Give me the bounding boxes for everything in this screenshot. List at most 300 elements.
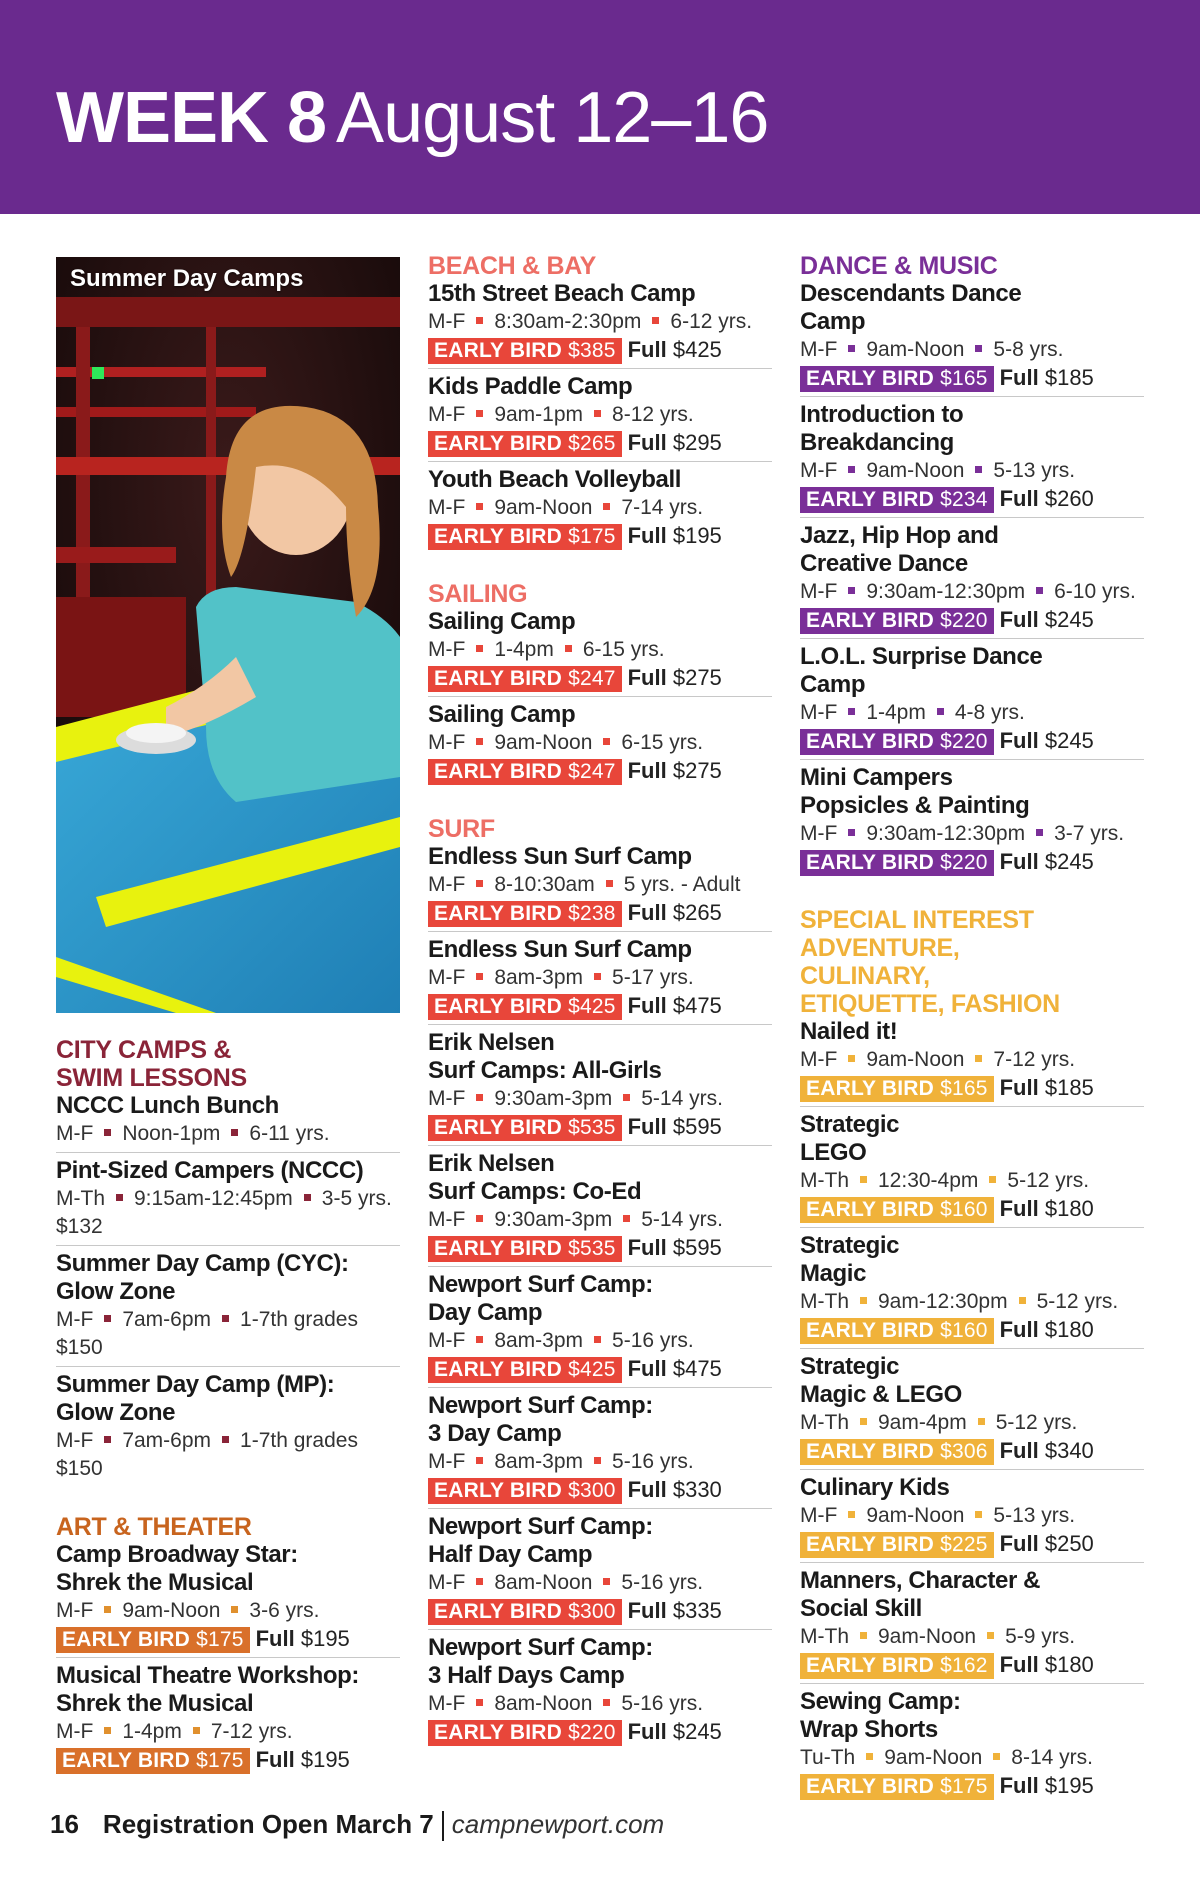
price-row: [428, 1234, 772, 1262]
camp-days: M-F: [428, 310, 466, 333]
price-row: [428, 1597, 772, 1625]
price-row: [428, 1355, 772, 1383]
full-price: $260: [1044, 486, 1094, 511]
separator-bullet: [231, 1606, 238, 1613]
early-bird-label: EARLY BIRD: [62, 1628, 191, 1651]
camp-days: M-F: [56, 1122, 94, 1145]
camp-item[interactable]: [800, 1688, 1144, 1804]
camp-item[interactable]: [428, 1634, 772, 1750]
price-row: [800, 1651, 1144, 1679]
camp-ages: 5 yrs. - Adult: [623, 873, 741, 896]
full-price: $335: [672, 1598, 722, 1623]
separator-bullet: [975, 1055, 982, 1062]
camp-days: M-F: [56, 1720, 94, 1743]
full-price-label: Full: [627, 993, 667, 1018]
early-bird-badge: [428, 901, 622, 927]
early-bird-price: $225: [940, 1533, 988, 1556]
camp-schedule: [800, 820, 1144, 848]
camp-item[interactable]: [56, 1250, 400, 1367]
full-price: $195: [1044, 1773, 1094, 1798]
camp-ages: 5-16 yrs.: [612, 1329, 694, 1352]
early-bird-badge: [800, 608, 994, 634]
camp-price: $132: [56, 1215, 103, 1238]
full-price-label: Full: [999, 1438, 1039, 1463]
early-bird-label: EARLY BIRD: [434, 1721, 563, 1744]
week-dates: August 12–16: [336, 78, 769, 158]
camp-name: Newport Surf Camp: 3 Half Days Camp: [428, 1634, 653, 1689]
camp-schedule: [428, 729, 772, 757]
camp-name: L.O.L. Surprise Dance Camp: [800, 643, 1043, 698]
full-price: $595: [672, 1114, 722, 1139]
camp-name: Strategic Magic & LEGO: [800, 1353, 962, 1408]
camp-item[interactable]: [800, 280, 1144, 397]
camp-list: [428, 280, 772, 554]
price-row: [428, 336, 772, 364]
camp-time: 8am-3pm: [494, 1450, 584, 1473]
camp-days: M-F: [428, 966, 466, 989]
camp-ages: 8-12 yrs.: [612, 403, 694, 426]
camp-time: 9am-Noon: [494, 731, 593, 754]
camp-name: Introduction to Breakdancing: [800, 401, 964, 456]
camp-name: Manners, Character & Social Skill: [800, 1567, 1041, 1622]
website-link[interactable]: campnewport.com: [451, 1809, 665, 1839]
camp-schedule: [800, 699, 1144, 727]
early-bird-badge: [428, 1720, 622, 1746]
early-bird-label: EARLY BIRD: [62, 1749, 191, 1772]
camp-days: M-F: [428, 638, 466, 661]
separator-bullet: [987, 1632, 994, 1639]
price-row: [800, 1074, 1144, 1102]
full-price: $250: [1044, 1531, 1094, 1556]
camp-item[interactable]: [428, 280, 772, 369]
camp-days: M-Th: [800, 1290, 849, 1313]
camp-name: Camp Broadway Star: Shrek the Musical: [56, 1541, 298, 1596]
full-price: $245: [672, 1719, 722, 1744]
camp-item[interactable]: [428, 701, 772, 789]
camp-ages: 1-7th grades: [240, 1429, 358, 1452]
camp-time: 9:15am-12:45pm: [134, 1187, 293, 1210]
early-bird-label: EARLY BIRD: [806, 367, 935, 390]
camp-ages: 5-12 yrs.: [1007, 1169, 1090, 1192]
camp-days: M-F: [428, 496, 466, 519]
camp-ages: 3-6 yrs.: [249, 1599, 320, 1622]
early-bird-badge: [800, 1439, 994, 1465]
camp-name: Culinary Kids: [800, 1474, 950, 1501]
camp-schedule: [800, 1046, 1144, 1074]
early-bird-price: $165: [940, 367, 988, 390]
separator-bullet: [848, 829, 855, 836]
separator-bullet: [594, 1457, 601, 1464]
camp-ages: 6-12 yrs.: [670, 310, 753, 333]
camp-ages: 3-7 yrs.: [1054, 822, 1125, 845]
separator-bullet: [848, 1511, 855, 1518]
camp-schedule: [428, 1206, 772, 1234]
early-bird-price: $175: [196, 1749, 244, 1772]
separator-bullet: [104, 1727, 111, 1734]
price-row: [800, 1530, 1144, 1558]
early-bird-badge: [800, 1197, 994, 1223]
camp-time: 9:30am-3pm: [494, 1087, 613, 1110]
camp-ages: 5-16 yrs.: [621, 1692, 704, 1715]
full-price: $425: [672, 337, 722, 362]
section-title: CITY CAMPS & SWIM LESSONS: [56, 1036, 247, 1092]
camp-item[interactable]: [428, 936, 772, 1025]
camp-ages: 5-13 yrs.: [993, 1504, 1076, 1527]
camp-item[interactable]: [800, 1111, 1144, 1228]
section-dance-music: [800, 252, 1144, 880]
price-row: [56, 1625, 400, 1653]
separator-bullet: [594, 973, 601, 980]
camp-ages: 5-12 yrs.: [995, 1411, 1078, 1434]
camp-item[interactable]: [800, 1018, 1144, 1107]
camp-item[interactable]: [428, 1150, 772, 1267]
camp-name: Youth Beach Volleyball: [428, 466, 682, 493]
camp-item[interactable]: [800, 643, 1144, 760]
camp-item[interactable]: [56, 1371, 400, 1487]
camp-item[interactable]: [428, 1271, 772, 1388]
camp-schedule: [800, 1288, 1144, 1316]
camp-days: M-F: [428, 1329, 466, 1352]
camp-item[interactable]: [56, 1541, 400, 1658]
camp-days: M-F: [428, 1692, 466, 1715]
full-price: $595: [672, 1235, 722, 1260]
early-bird-price: $220: [940, 609, 988, 632]
separator-bullet: [848, 708, 855, 715]
camp-ages: 6-15 yrs.: [582, 638, 665, 661]
full-price-label: Full: [999, 486, 1039, 511]
camp-item[interactable]: [428, 1029, 772, 1146]
camp-ages: 5-12 yrs.: [1036, 1290, 1119, 1313]
camp-days: M-F: [800, 1504, 838, 1527]
full-price: $195: [300, 1747, 350, 1772]
camp-item[interactable]: [800, 522, 1144, 639]
camp-days: M-F: [56, 1429, 94, 1452]
camp-photo: [56, 257, 400, 1013]
full-price: $185: [1044, 1075, 1094, 1100]
camp-item[interactable]: [428, 608, 772, 697]
camp-item[interactable]: [56, 1157, 400, 1246]
section-title: SURF: [428, 815, 495, 843]
separator-bullet: [476, 1699, 483, 1706]
separator-bullet: [304, 1194, 311, 1201]
camp-schedule: [428, 1569, 772, 1597]
price-row: [800, 1437, 1144, 1465]
camp-schedule: [800, 1623, 1144, 1651]
full-price-label: Full: [627, 1235, 667, 1260]
early-bird-badge: [428, 524, 622, 550]
early-bird-label: EARLY BIRD: [806, 1654, 935, 1677]
early-bird-label: EARLY BIRD: [434, 1116, 563, 1139]
camp-time: 9:30am-3pm: [494, 1208, 613, 1231]
price-row: [428, 522, 772, 550]
early-bird-label: EARLY BIRD: [434, 1237, 563, 1260]
separator-bullet: [652, 317, 659, 324]
early-bird-label: EARLY BIRD: [806, 609, 935, 632]
early-bird-badge: [428, 1236, 622, 1262]
early-bird-badge: [800, 1774, 994, 1800]
early-bird-label: EARLY BIRD: [806, 1533, 935, 1556]
early-bird-price: $162: [940, 1654, 988, 1677]
price-row: [800, 364, 1144, 392]
separator-bullet: [848, 1055, 855, 1062]
camp-ages: 6-10 yrs.: [1054, 580, 1136, 603]
price-row: [428, 664, 772, 692]
full-price-label: Full: [999, 1196, 1039, 1221]
early-bird-badge: [800, 1653, 994, 1679]
full-price: $180: [1044, 1196, 1094, 1221]
column-left: [56, 1036, 400, 1804]
camp-time: 9am-12:30pm: [878, 1290, 1008, 1313]
camp-item[interactable]: [428, 1392, 772, 1509]
separator-bullet: [606, 880, 613, 887]
price-row: [800, 1316, 1144, 1344]
early-bird-price: $220: [940, 730, 988, 753]
camp-schedule: [56, 1597, 400, 1625]
full-price: $245: [1044, 849, 1094, 874]
separator-bullet: [866, 1753, 873, 1760]
full-price: $340: [1044, 1438, 1094, 1463]
camp-ages: 5-9 yrs.: [1005, 1625, 1076, 1648]
camp-item[interactable]: [428, 373, 772, 462]
camp-name: Newport Surf Camp: Day Camp: [428, 1271, 653, 1326]
camp-ages: 7-14 yrs.: [621, 496, 704, 519]
full-price-label: Full: [999, 728, 1039, 753]
early-bird-price: $160: [940, 1319, 988, 1342]
separator-bullet: [476, 1094, 483, 1101]
full-price-label: Full: [999, 1531, 1039, 1556]
separator-bullet: [603, 1578, 610, 1585]
section-title: BEACH & BAY: [428, 252, 597, 280]
early-bird-price: $385: [568, 339, 616, 362]
camp-time: 12:30-4pm: [878, 1169, 979, 1192]
camp-ages: 5-16 yrs.: [612, 1450, 694, 1473]
camp-ages: 5-13 yrs.: [993, 459, 1076, 482]
full-price: $275: [672, 665, 722, 690]
camp-list: [800, 280, 1144, 880]
camp-name: Endless Sun Surf Camp: [428, 843, 692, 870]
separator-bullet: [104, 1436, 111, 1443]
early-bird-label: EARLY BIRD: [434, 1479, 563, 1502]
camp-name: Musical Theatre Workshop: Shrek the Musical: [56, 1662, 359, 1717]
camp-time: 8:30am-2:30pm: [494, 310, 642, 333]
full-price-label: Full: [999, 1652, 1039, 1677]
separator-bullet: [1036, 587, 1043, 594]
separator-bullet: [476, 503, 483, 510]
camp-item[interactable]: [800, 764, 1144, 880]
camp-time: 8am-Noon: [494, 1571, 593, 1594]
separator-bullet: [594, 1336, 601, 1343]
price-row: [800, 1772, 1144, 1800]
camp-name: Jazz, Hip Hop and Creative Dance: [800, 522, 999, 577]
section-title: ART & THEATER: [56, 1513, 252, 1541]
camp-item[interactable]: [56, 1662, 400, 1778]
camp-name: Sailing Camp: [428, 608, 576, 635]
price-row: [428, 1113, 772, 1141]
camp-days: M-Th: [800, 1625, 849, 1648]
separator-bullet: [993, 1753, 1000, 1760]
early-bird-label: EARLY BIRD: [434, 339, 563, 362]
separator-bullet: [975, 345, 982, 352]
separator-bullet: [623, 1094, 630, 1101]
early-bird-price: $160: [940, 1198, 988, 1221]
early-bird-badge: [428, 1478, 622, 1504]
page-header: [0, 0, 1200, 214]
camp-time: 1-4pm: [866, 701, 926, 724]
camp-list: [428, 608, 772, 789]
full-price-label: Full: [999, 607, 1039, 632]
camp-item[interactable]: [800, 401, 1144, 518]
camp-list: [56, 1092, 400, 1487]
camp-schedule: [800, 1409, 1144, 1437]
separator-bullet: [476, 1457, 483, 1464]
full-price: $295: [672, 430, 722, 455]
camp-days: M-F: [428, 1087, 466, 1110]
camp-schedule: [428, 871, 772, 899]
early-bird-price: $425: [568, 1358, 616, 1381]
camp-schedule: [428, 1327, 772, 1355]
early-bird-label: EARLY BIRD: [806, 1440, 935, 1463]
camp-schedule: [800, 578, 1144, 606]
camp-time: 8-10:30am: [494, 873, 595, 896]
camp-time: 9:30am-12:30pm: [866, 580, 1026, 603]
early-bird-price: $247: [568, 760, 616, 783]
camp-days: M-F: [800, 580, 838, 603]
section-title: SPECIAL INTEREST: [800, 906, 1034, 934]
camp-name: Endless Sun Surf Camp: [428, 936, 692, 963]
early-bird-badge: [56, 1748, 250, 1774]
full-price-label: Full: [627, 900, 667, 925]
section-art-theater: [56, 1513, 400, 1778]
camp-time: 8am-3pm: [494, 1329, 584, 1352]
full-price: $245: [1044, 728, 1094, 753]
early-bird-price: $247: [568, 667, 616, 690]
full-price: $475: [672, 993, 722, 1018]
camp-item[interactable]: [800, 1567, 1144, 1684]
section-title: DANCE & MUSIC: [800, 252, 998, 280]
camp-item[interactable]: [428, 466, 772, 554]
camp-days: M-F: [56, 1308, 94, 1331]
separator-bullet: [989, 1176, 996, 1183]
camp-name: 15th Street Beach Camp: [428, 280, 696, 307]
camp-days: M-F: [428, 1450, 466, 1473]
camp-ages: 6-11 yrs.: [249, 1122, 330, 1145]
early-bird-badge: [800, 1532, 994, 1558]
early-bird-price: $220: [568, 1721, 616, 1744]
camp-time: 9am-1pm: [494, 403, 584, 426]
camp-time: 7am-6pm: [122, 1429, 212, 1452]
early-bird-price: $220: [940, 851, 988, 874]
camp-time: 9am-Noon: [878, 1625, 977, 1648]
camp-schedule: [428, 1085, 772, 1113]
separator-bullet: [222, 1436, 229, 1443]
camp-list: [800, 1018, 1144, 1804]
section-sailing: [428, 580, 772, 789]
separator-bullet: [116, 1194, 123, 1201]
camp-item[interactable]: [428, 1513, 772, 1630]
camp-time: Noon-1pm: [122, 1122, 221, 1145]
early-bird-badge: [428, 1599, 622, 1625]
separator-bullet: [476, 973, 483, 980]
early-bird-price: $238: [568, 902, 616, 925]
separator-bullet: [603, 503, 610, 510]
camp-price: $150: [56, 1457, 103, 1480]
column-right: [800, 252, 1144, 1830]
camp-item[interactable]: [56, 1092, 400, 1153]
camp-name: Strategic LEGO: [800, 1111, 900, 1166]
price-row: [428, 429, 772, 457]
camp-name: Newport Surf Camp: 3 Day Camp: [428, 1392, 653, 1447]
camp-item[interactable]: [800, 1232, 1144, 1349]
price-row: [428, 1718, 772, 1746]
price-row: [800, 848, 1144, 876]
separator-bullet: [975, 1511, 982, 1518]
early-bird-label: EARLY BIRD: [434, 1600, 563, 1623]
camp-name: Mini Campers Popsicles & Painting: [800, 764, 1030, 819]
section-beach-bay: [428, 252, 772, 554]
separator-bullet: [978, 1418, 985, 1425]
camp-days: M-F: [56, 1599, 94, 1622]
camp-schedule: [428, 964, 772, 992]
full-price-label: Full: [255, 1747, 295, 1772]
camp-schedule: [800, 1167, 1144, 1195]
camp-item[interactable]: [800, 1353, 1144, 1470]
separator-bullet: [476, 317, 483, 324]
camp-days: M-Th: [800, 1169, 849, 1192]
camp-days: M-F: [800, 1048, 838, 1071]
section-city-camps: [56, 1036, 400, 1487]
camp-item[interactable]: [428, 843, 772, 932]
camp-ages: 5-16 yrs.: [621, 1571, 704, 1594]
camp-schedule: [56, 1120, 400, 1148]
camp-list: [56, 1541, 400, 1778]
early-bird-label: EARLY BIRD: [806, 1077, 935, 1100]
early-bird-label: EARLY BIRD: [806, 1319, 935, 1342]
camp-time: 1-4pm: [494, 638, 554, 661]
separator-bullet: [476, 1336, 483, 1343]
full-price: $330: [672, 1477, 722, 1502]
page-number: 16: [50, 1809, 79, 1839]
separator-bullet: [975, 466, 982, 473]
full-price-label: Full: [255, 1626, 295, 1651]
camp-ages: 3-5 yrs.: [321, 1187, 392, 1210]
separator-bullet: [104, 1129, 111, 1136]
camp-name: Summer Day Camp (CYC): Glow Zone: [56, 1250, 349, 1305]
camp-ages: 7-12 yrs.: [993, 1048, 1076, 1071]
camp-days: M-F: [800, 459, 838, 482]
section-title: SAILING: [428, 580, 528, 608]
early-bird-label: EARLY BIRD: [434, 995, 563, 1018]
camp-schedule: [56, 1306, 400, 1334]
early-bird-badge: [800, 1318, 994, 1344]
separator-bullet: [104, 1315, 111, 1322]
price-row: [56, 1746, 400, 1774]
price-row: [800, 727, 1144, 755]
price-row: [428, 1476, 772, 1504]
separator-bullet: [476, 880, 483, 887]
full-price-label: Full: [999, 1075, 1039, 1100]
camp-ages: 5-14 yrs.: [641, 1208, 723, 1231]
camp-schedule: [56, 1427, 400, 1455]
camp-name: Descendants Dance Camp: [800, 280, 1022, 335]
early-bird-price: $265: [568, 432, 616, 455]
early-bird-label: EARLY BIRD: [806, 730, 935, 753]
photo-caption: Summer Day Camps: [70, 265, 304, 292]
camp-time: 9am-4pm: [878, 1411, 967, 1434]
camp-name: Pint-Sized Campers (NCCC): [56, 1157, 364, 1184]
camp-schedule: [428, 1448, 772, 1476]
camp-days: M-Th: [56, 1187, 105, 1210]
camp-item[interactable]: [800, 1474, 1144, 1563]
